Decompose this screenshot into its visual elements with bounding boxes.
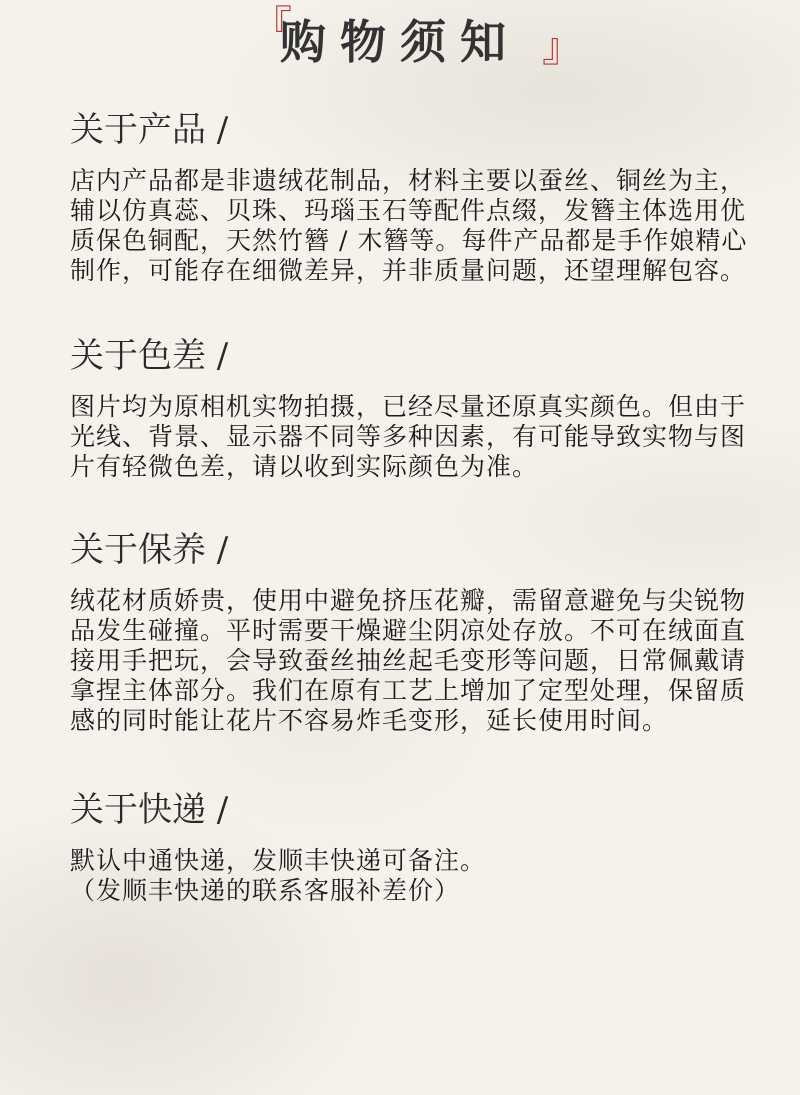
section-body-care: 绒花材质娇贵，使用中避免挤压花瓣，需留意避免与尖锐物品发生碰撞。平时需要干燥避尘阴凉处存放。不可在绒面直接用手把玩，会导致蚕丝抽丝起毛变形等问题，日常佩戴请拿捏主体部分。我们在原有工艺上增加了定型处理，保留质感的同时能让花片不容易炸毛变形，延长使用时间。 (70, 586, 747, 735)
section-care (70, 530, 760, 736)
section-heading-product: 关于产品 / (70, 110, 229, 150)
shipping-surcharge-note: （发顺丰快递的联系客服补差价） (70, 876, 461, 905)
title-bracket-left: 『 (252, 3, 292, 49)
section-color-difference (70, 336, 760, 482)
section-body-product: 店内产品都是非遗绒花制品，材料主要以蚕丝、铜丝为主，辅以仿真蕊、贝珠、玛瑙玉石等配件点缀，发簪主体选用优质保色铜配，天然竹簪 / 木簪等。每件产品都是手作娘精心制作，可能存在细微差异，并非质量问题，还望理解包容。 (70, 166, 748, 285)
section-body-color-difference: 图片均为原相机实物拍摄，已经尽量还原真实颜色。但由于光线、背景、显示器不同等多种因素，有可能导致实物与图片有轻微色差，请以收到实际颜色为准。 (70, 392, 747, 481)
page-header (0, 0, 800, 80)
section-shipping (70, 790, 760, 906)
title-bracket-right: 』 (542, 25, 582, 71)
section-heading-shipping: 关于快递 / (70, 790, 229, 830)
section-heading-care: 关于保养 / (70, 530, 229, 570)
page-title: 购物须知 (280, 15, 520, 69)
section-heading-color-difference: 关于色差 / (70, 336, 229, 376)
shipping-default-line: 默认中通快递，发顺丰快递可备注。 (70, 846, 487, 875)
section-body-shipping (70, 846, 760, 906)
section-product (70, 110, 760, 286)
